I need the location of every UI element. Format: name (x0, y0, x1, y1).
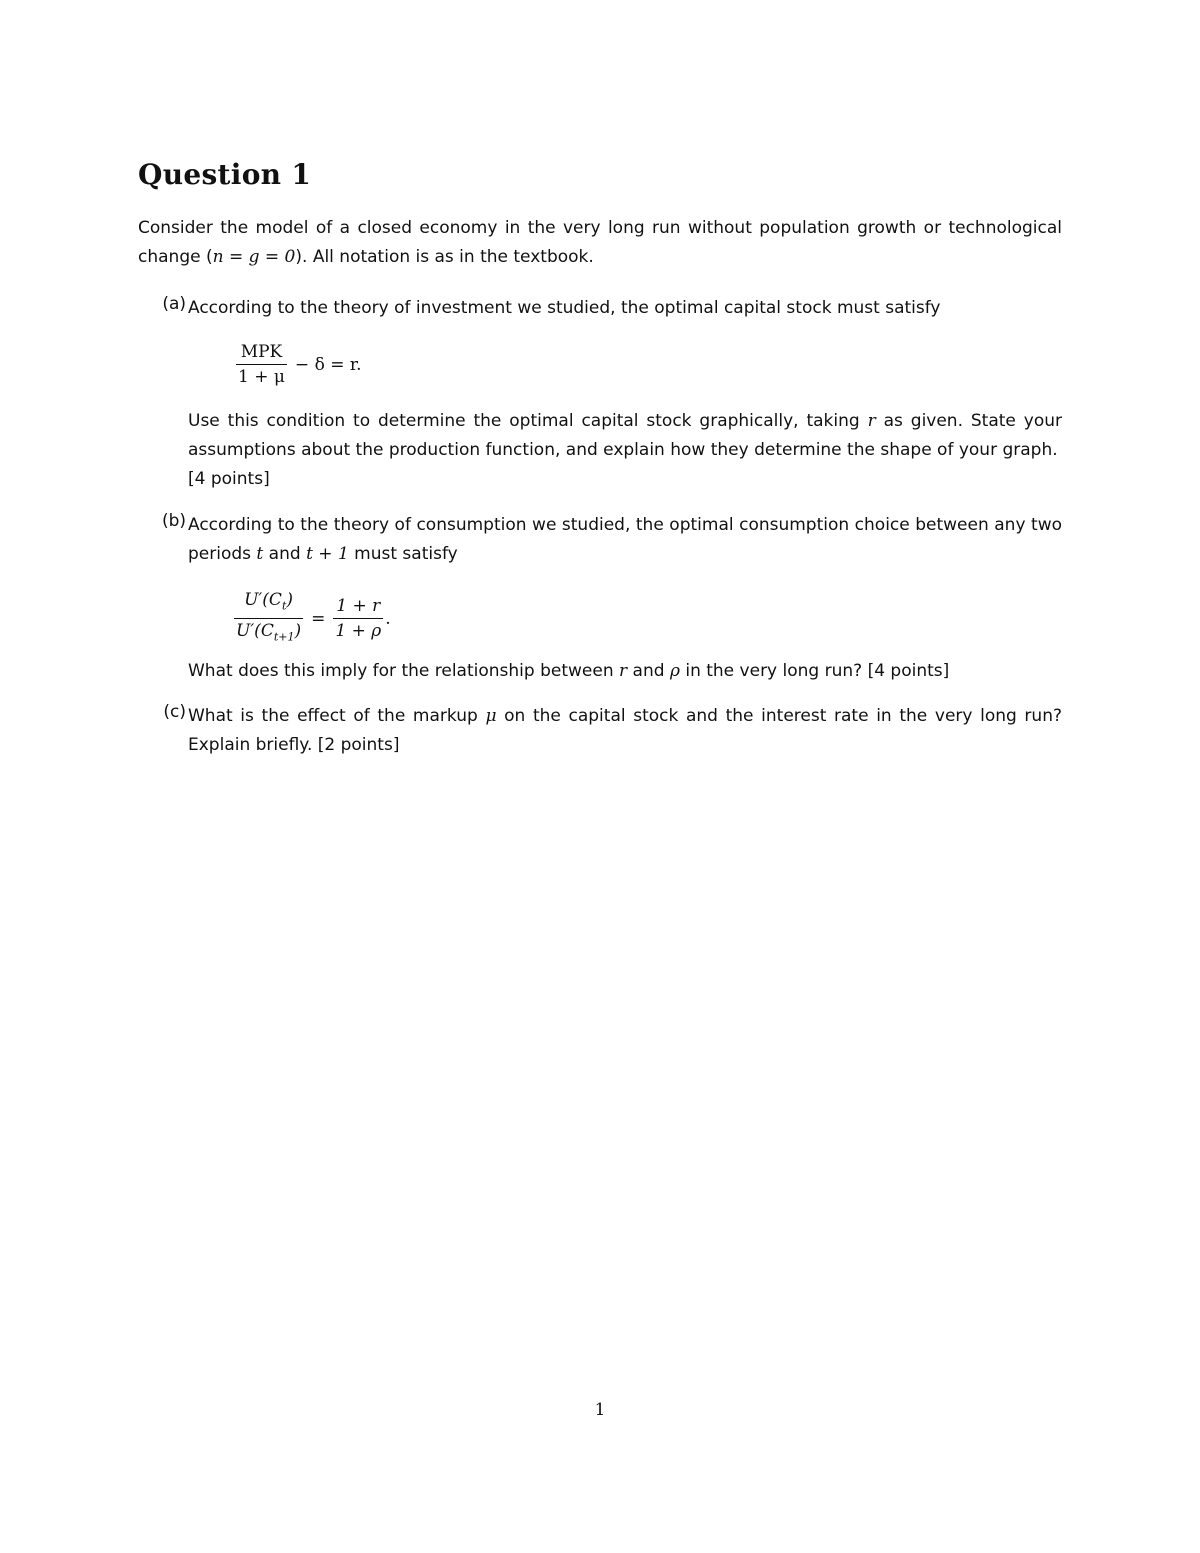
part-b-label: (b) (161, 511, 186, 531)
interest-denominator: 1 + ρ (335, 621, 382, 642)
mu-numerator-sub: t (281, 599, 287, 613)
part-a-body (188, 407, 1062, 494)
part-a-body-1: Use this condition to determine the optimal capital stock graphically, taking (188, 411, 868, 431)
mu-denominator-sub: t+1 (273, 630, 295, 644)
part-b-var-r: r (619, 661, 628, 681)
investment-equation (236, 340, 362, 389)
marginal-utility-ratio (234, 588, 303, 650)
investment-equation-rest: − δ = r. (294, 354, 362, 375)
mu-denominator: $U'(C_{t+1})$ (236, 621, 302, 644)
part-c-text-2: on the capital stock and the interest rate in the very long run? Explain briefly. [2 points] (188, 706, 1062, 755)
intro-text-1: Consider the model of a closed economy in the very long run without population growth or technological change ( (138, 218, 1062, 267)
mu-denominator-text: U′(C (236, 621, 274, 642)
part-a-body-2: as given. State your assumptions about the production function, and explain how they determine the shape of your graph. (188, 411, 1062, 460)
part-a-text: According to the theory of investment we studied, the optimal capital stock must satisfy (188, 298, 941, 318)
intro-text-2: ). All notation is as in the textbook. (295, 247, 594, 267)
page-number: 1 (594, 1400, 606, 1420)
interest-numerator: 1 + r (333, 594, 383, 619)
part-a-var-r: r (867, 411, 876, 431)
mpk-fraction (236, 340, 287, 389)
question-intro (138, 214, 1062, 272)
part-a-label: (a) (162, 294, 186, 314)
part-c-label: (c) (163, 702, 186, 722)
mu-numerator: $U'(C_t)$ (234, 588, 303, 619)
part-b-question-1: What does this imply for the relationship between (188, 661, 619, 681)
part-c-text-1: What is the effect of the markup (188, 706, 486, 726)
euler-equals: = (311, 608, 326, 629)
part-b-text-1: According to the theory of consumption we studied, the optimal consumption choice between any two periods (188, 515, 1062, 564)
mpk-numerator: MPK (236, 340, 287, 365)
euler-equation (234, 588, 391, 650)
intro-math: n = g = 0 (212, 247, 296, 267)
mpk-denominator: 1 + μ (238, 367, 285, 387)
part-b-text-3: must satisfy (348, 544, 458, 564)
part-b-var-t1: t + 1 (306, 544, 349, 564)
part-b-text-2: and (263, 544, 307, 564)
interest-ratio (333, 594, 383, 643)
part-a-points: [4 points] (188, 469, 270, 489)
euler-period: . (385, 608, 391, 629)
part-b-text (188, 511, 1062, 569)
part-b-var-t: t (256, 544, 264, 564)
part-b-var-rho: ρ (669, 661, 680, 681)
question-title: Question 1 (138, 158, 312, 191)
mu-numerator-text: U′(C (244, 590, 282, 610)
part-b-question (188, 657, 1062, 686)
part-c-var-mu: μ (485, 706, 497, 726)
part-b-question-3: in the very long run? [4 points] (679, 661, 950, 681)
part-c-text (188, 702, 1062, 760)
part-b-question-2: and (627, 661, 670, 681)
